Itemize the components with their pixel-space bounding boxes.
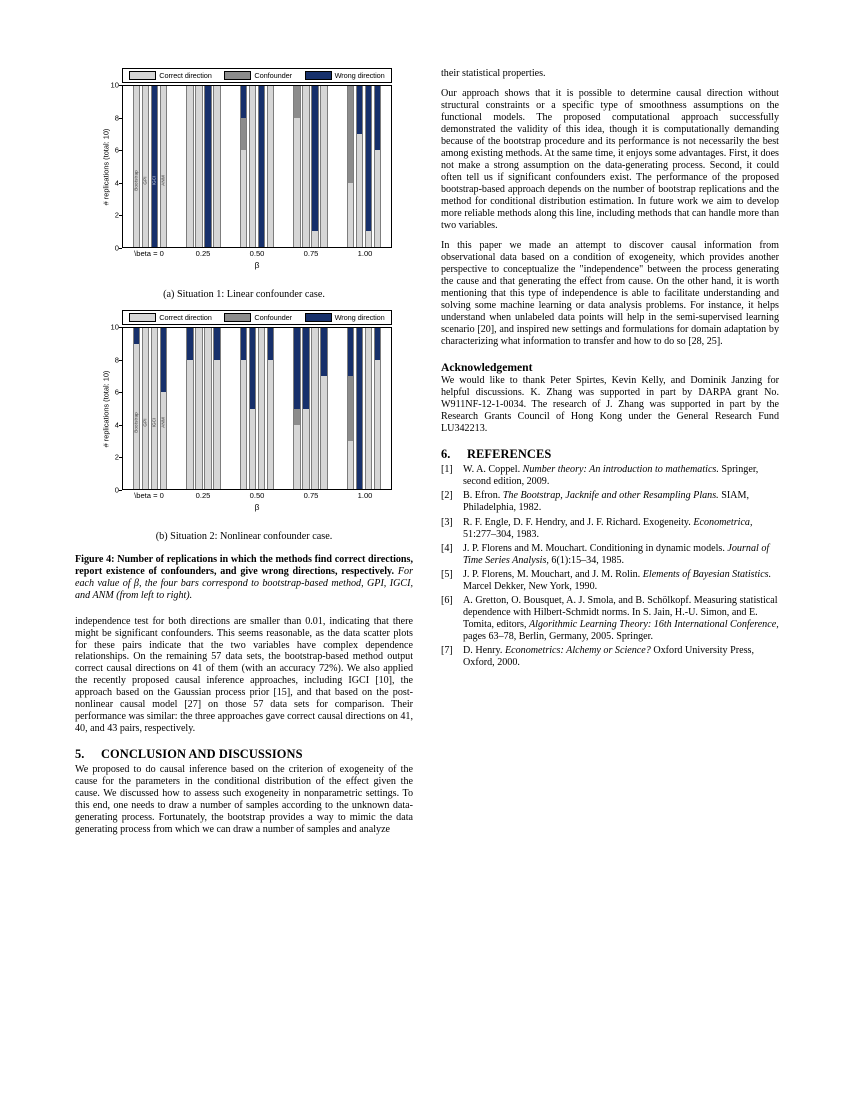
- bar-group: [123, 86, 177, 247]
- x-axis-label: β: [254, 502, 260, 512]
- reference-text: pages 63–78, Berlin, Germany, 2005. Springer.: [463, 630, 653, 642]
- segment-correct: [321, 86, 327, 247]
- bar-gpi: [195, 86, 203, 247]
- segment-correct: [303, 86, 309, 247]
- bar-anm: [374, 86, 382, 247]
- bar-bootstrap: [293, 86, 301, 247]
- bar-name-label: IGCI: [151, 175, 157, 186]
- reference-item: [441, 595, 779, 643]
- legend-item-conf: [224, 313, 292, 322]
- section-heading-references: [441, 447, 779, 462]
- paragraph-conclusion: We proposed to do causal inference based on the criterion of exogeneity of the cause for the parameters in the conditional distribution of the effect given the cause. We discussed how to assess such exogeneity in nonparametric settings. To this end, one needs to draw a number of samples according to the unknown data-generating process. Fortunately, the bootstrap provides a way to mimic the data generating process from which we can draw a number of samples and analyze: [75, 764, 413, 835]
- segment-correct: [348, 441, 354, 489]
- segment-correct: [250, 86, 256, 247]
- reference-tag: [2]: [441, 490, 453, 502]
- y-axis: [89, 322, 122, 495]
- bar-anm: [213, 328, 221, 489]
- segment-correct: [187, 86, 193, 247]
- segment-correct: [259, 328, 265, 489]
- x-tick-label: 0.25: [195, 491, 211, 500]
- segment-wrong: [303, 328, 309, 409]
- bar-gpi: [142, 86, 150, 247]
- legend-swatch-correct: [129, 313, 156, 322]
- reference-text: R. F. Engle, D. F. Hendry, and J. F. Richard. Exogeneity.: [463, 516, 694, 528]
- reference-text: Marcel Dekker, New York, 1990.: [463, 580, 598, 592]
- bar-anm: [160, 328, 168, 489]
- segment-correct: [366, 231, 372, 247]
- bar-gpi: [356, 86, 364, 247]
- segment-correct: [196, 86, 202, 247]
- bar-name-label: GPI: [142, 418, 148, 427]
- legend-label: Wrong direction: [334, 313, 385, 322]
- x-tick-label: 0.25: [195, 249, 211, 258]
- bar-igci: [311, 86, 319, 247]
- segment-correct: [205, 328, 211, 489]
- section-number: 5.: [75, 747, 85, 762]
- bar-igci: [151, 328, 159, 489]
- bar-anm: [213, 86, 221, 247]
- segment-correct: [268, 86, 274, 247]
- left-column: [75, 68, 413, 844]
- reference-text: 6(1):15–34, 1985.: [548, 554, 625, 566]
- segment-wrong: [294, 328, 300, 409]
- segment-wrong: [250, 328, 256, 409]
- bar-name-label: Bootstrap: [133, 411, 139, 433]
- segment-wrong: [312, 86, 318, 231]
- y-tick-label: 10: [110, 80, 119, 90]
- bar-anm: [267, 86, 275, 247]
- x-tick-label: 0.50: [249, 491, 265, 500]
- bar-group: [177, 328, 231, 489]
- reference-text: J. P. Florens, M. Mouchart, and J. M. Rolin.: [463, 569, 643, 581]
- bar-bootstrap: [240, 86, 248, 247]
- paragraph-approach: Our approach shows that it is possible to determine causal direction without structural constraints or a specific type of smoothness assumptions on the functional models. The proposed computational approach successfully demonstrated the validity of this idea, though it is computationally demanding because of the bootstrap procedure and its performance is not necessarily the best among existing methods. At the same time, it enjoys some advantages. First, it does not make a strong assumption on the data-generating process. Second, it could often tell us if significant confounders exist. The performance of the proposed bootstrap-based approach depends on the number of bootstrap replications and the method for conditional distribution estimation. In future work we aim to develop more reliable methods along this line, including methods that can handle more than two variables.: [441, 88, 779, 231]
- plot-area: [122, 85, 392, 248]
- legend-swatch-wrong: [305, 313, 332, 322]
- legend-swatch-conf: [224, 71, 251, 80]
- acknowledgement-heading: Acknowledgement: [441, 360, 533, 374]
- legend-label: Correct direction: [159, 313, 212, 322]
- legend-item-correct: [129, 313, 212, 322]
- reference-title: Journal of Time Series Analysis,: [463, 542, 770, 566]
- segment-wrong: [241, 328, 247, 360]
- section-heading-conclusion: [75, 747, 413, 762]
- segment-correct: [366, 328, 372, 489]
- x-tick-label: 1.00: [357, 491, 373, 500]
- segment-wrong: [161, 328, 167, 392]
- segment-correct: [143, 86, 149, 247]
- chart-situation-2: [89, 310, 395, 528]
- reference-list: [441, 464, 779, 669]
- segment-confounder: [348, 86, 354, 183]
- chart-situation-1: [89, 68, 395, 286]
- segment-wrong: [187, 328, 193, 360]
- legend-label: Confounder: [254, 71, 292, 80]
- segment-correct: [161, 86, 167, 247]
- reference-text: B. Efron.: [463, 490, 503, 502]
- reference-item: [441, 645, 779, 669]
- legend-label: Confounder: [254, 313, 292, 322]
- figure-caption-italic: For each value of β, the four bars correspond to bootstrap-based method, GPI, IGCI, and ANM (from left to right).: [75, 565, 413, 601]
- segment-confounder: [294, 86, 300, 118]
- y-axis-label: # replications (total: 10): [101, 128, 111, 205]
- reference-title: Algorithmic Learning Theory: 16th International Conference,: [529, 619, 779, 631]
- reference-title: Econometrica,: [693, 516, 753, 528]
- legend-swatch-wrong: [305, 71, 332, 80]
- reference-title: The Bootstrap, Jacknife and other Resampling Plans.: [502, 490, 719, 502]
- segment-wrong: [214, 328, 220, 360]
- y-tick-label: 2: [114, 452, 119, 462]
- segment-correct: [187, 360, 193, 489]
- y-tick-label: 10: [110, 322, 119, 332]
- chart-legend: [122, 68, 392, 83]
- segment-confounder: [294, 409, 300, 425]
- x-tick-label: \beta = 0: [134, 491, 164, 500]
- segment-wrong: [357, 328, 363, 489]
- legend-item-wrong: [305, 313, 385, 322]
- segment-correct: [196, 328, 202, 489]
- segment-wrong: [375, 86, 381, 150]
- references-title: REFERENCES: [467, 447, 552, 462]
- bar-group: [230, 328, 284, 489]
- bar-group: [177, 86, 231, 247]
- segment-wrong: [268, 328, 274, 360]
- bar-group: [284, 328, 338, 489]
- y-tick-label: 2: [114, 210, 119, 220]
- legend-item-conf: [224, 71, 292, 80]
- plot-area: [122, 327, 392, 490]
- reference-title: Number theory: An introduction to mathematics.: [522, 464, 719, 476]
- bar-gpi: [302, 86, 310, 247]
- segment-correct: [375, 150, 381, 247]
- figure-caption: [75, 554, 413, 602]
- segment-wrong: [321, 328, 327, 376]
- segment-wrong: [259, 86, 265, 247]
- bar-name-label: IGCI: [151, 417, 157, 428]
- bar-bootstrap: [133, 328, 141, 489]
- subcaption-a: (a) Situation 1: Linear confounder case.: [163, 289, 325, 300]
- bar-anm: [320, 328, 328, 489]
- reference-tag: [3]: [441, 516, 453, 528]
- reference-text: A. Gretton, O. Bousquet, A. J. Smola, and B. Schölkopf. Measuring statistical dependence with Hilbert-Schmidt norms. In S. Jain, H.-U. Simon, and E. Tomita, editors,: [463, 595, 778, 631]
- y-tick-label: 0: [114, 243, 119, 253]
- reference-text: J. P. Florens and M. Mouchart. Conditioning in dynamic models.: [463, 542, 728, 554]
- segment-wrong: [152, 86, 158, 247]
- legend-item-wrong: [305, 71, 385, 80]
- paragraph-independence-test: independence test for both directions are smaller than 0.01, indicating that there might be significant confounders. This seems reasonable, as the data scatter plots for these pairs indicate that the two variables have complex dependence relationships. On the remaining 57 data sets, the bootstrap-based method output correct causal directions on 41 of them (with an accuracy 72%). We also applied the recently proposed causal inference approaches, including IGCI [10], the approach based on the Gaussian process prior [15], and that based on the post-nonlinear causal model [27] on those 57 data sets for comparison. Their performance was similar: the three approaches gave correct causal directions on 41, 40, and 43 pairs, respectively.: [75, 615, 413, 735]
- segment-correct: [241, 360, 247, 489]
- legend-swatch-correct: [129, 71, 156, 80]
- y-tick-label: 4: [114, 420, 119, 430]
- bar-igci: [204, 328, 212, 489]
- reference-tag: [1]: [441, 464, 453, 476]
- bar-bootstrap: [186, 328, 194, 489]
- figure-4a: [89, 68, 399, 300]
- bar-gpi: [302, 328, 310, 489]
- reference-text: D. Henry.: [463, 645, 505, 657]
- bar-anm: [320, 86, 328, 247]
- y-tick-label: 0: [114, 485, 119, 495]
- segment-wrong: [241, 86, 247, 118]
- segment-confounder: [241, 118, 247, 150]
- reference-item: [441, 543, 779, 567]
- bar-anm: [374, 328, 382, 489]
- reference-item: [441, 569, 779, 593]
- reference-title: Elements of Bayesian Statistics.: [642, 569, 772, 581]
- y-axis: [89, 80, 122, 253]
- segment-wrong: [357, 86, 363, 134]
- bar-igci: [204, 86, 212, 247]
- y-tick-label: 8: [114, 113, 119, 123]
- bar-bootstrap: [347, 328, 355, 489]
- bar-name-label: ANM: [160, 416, 166, 428]
- reference-item: [441, 464, 779, 488]
- x-tick-label: 1.00: [357, 249, 373, 258]
- reference-item: [441, 490, 779, 514]
- y-axis-label: # replications (total: 10): [101, 370, 111, 447]
- two-column-layout: [75, 68, 780, 844]
- reference-tag: [6]: [441, 595, 453, 607]
- reference-text: Oxford University Press, Oxford, 2000.: [463, 645, 754, 669]
- bar-bootstrap: [347, 86, 355, 247]
- bar-group: [284, 86, 338, 247]
- segment-correct: [214, 360, 220, 489]
- right-column: [441, 68, 779, 844]
- x-axis-label: β: [254, 260, 260, 270]
- reference-tag: [7]: [441, 645, 453, 657]
- segment-correct: [294, 118, 300, 247]
- bar-group: [337, 86, 391, 247]
- segment-confounder: [348, 376, 354, 440]
- legend-label: Correct direction: [159, 71, 212, 80]
- reference-text: Springer, second edition, 2009.: [463, 464, 759, 488]
- segment-wrong: [348, 328, 354, 376]
- legend-label: Wrong direction: [334, 71, 385, 80]
- bar-groups: [123, 86, 391, 247]
- bar-igci: [365, 328, 373, 489]
- bar-gpi: [249, 328, 257, 489]
- section-title: CONCLUSION AND DISCUSSIONS: [101, 747, 303, 762]
- figure-caption-bold: Figure 4: Number of replications in which the methods find correct directions, report existence of confounders, and give wrong directions, respectively.: [75, 554, 413, 577]
- bar-group: [337, 328, 391, 489]
- bar-group: [230, 86, 284, 247]
- bar-igci: [311, 328, 319, 489]
- reference-text: W. A. Coppel.: [463, 464, 523, 476]
- figure-4b: [89, 310, 399, 542]
- bar-gpi: [356, 328, 364, 489]
- bar-igci: [365, 86, 373, 247]
- segment-correct: [268, 360, 274, 489]
- bar-name-label: Bootstrap: [133, 169, 139, 191]
- segment-wrong: [375, 328, 381, 360]
- x-tick-label: 0.75: [303, 249, 319, 258]
- bar-igci: [258, 328, 266, 489]
- reference-item: [441, 517, 779, 541]
- paragraph-acknowledgement: We would like to thank Peter Spirtes, Kevin Kelly, and Dominik Janzing for helpful discussions. K. Zhang was supported in part by DARPA grant No. W911NF-12-1-0034. The research of J. Zhang was supported in part by the Research Grants Council of Hong Kong under the General Research Fund LU342213.: [441, 375, 779, 435]
- bar-gpi: [142, 328, 150, 489]
- segment-correct: [312, 231, 318, 247]
- reference-text: SIAM, Philadelphia, 1982.: [463, 490, 749, 514]
- segment-wrong: [134, 328, 140, 344]
- bar-group: [123, 328, 177, 489]
- subcaption-b: (b) Situation 2: Nonlinear confounder case.: [155, 531, 333, 542]
- chart-legend: [122, 310, 392, 325]
- segment-correct: [294, 425, 300, 489]
- legend-item-correct: [129, 71, 212, 80]
- segment-correct: [375, 360, 381, 489]
- bar-bootstrap: [186, 86, 194, 247]
- segment-correct: [134, 86, 140, 247]
- bar-bootstrap: [293, 328, 301, 489]
- bar-gpi: [249, 86, 257, 247]
- bar-name-label: GPI: [142, 176, 148, 185]
- segment-correct: [321, 376, 327, 489]
- y-tick-label: 6: [114, 145, 119, 155]
- bar-anm: [267, 328, 275, 489]
- references-number: 6.: [441, 447, 451, 462]
- reference-text: 51:277–304, 1983.: [463, 528, 539, 540]
- y-tick-label: 8: [114, 355, 119, 365]
- y-tick-label: 4: [114, 178, 119, 188]
- segment-correct: [241, 150, 247, 247]
- segment-wrong: [366, 86, 372, 231]
- reference-title: Econometrics: Alchemy or Science?: [504, 645, 651, 657]
- segment-correct: [357, 134, 363, 247]
- segment-correct: [348, 183, 354, 247]
- legend-swatch-conf: [224, 313, 251, 322]
- x-tick-label: 0.50: [249, 249, 265, 258]
- segment-correct: [161, 392, 167, 489]
- bar-anm: [160, 86, 168, 247]
- paragraph-paper: In this paper we made an attempt to discover causal information from observational data based on a condition of exogeneity, which provides another perspective to conceptualize the "independence" between the process generating the cause and that generating the effect from cause. On the other hand, it is worth mentioning that this type of independence is able to facilitate understanding and solving some machine learning or data analysis problems. For instance, it helps understand when unlabeled data points will help in the semi-supervised learning scenario [20], and inspired new settings and formulations for domain adaptation by characterizing what information to transfer and how to do so [28, 25].: [441, 240, 779, 348]
- bar-bootstrap: [240, 328, 248, 489]
- paragraph-lead: their statistical properties.: [441, 68, 546, 79]
- segment-correct: [312, 328, 318, 489]
- bar-name-label: ANM: [160, 174, 166, 186]
- bar-igci: [258, 86, 266, 247]
- bar-gpi: [195, 328, 203, 489]
- x-tick-label: 0.75: [303, 491, 319, 500]
- segment-correct: [214, 86, 220, 247]
- segment-wrong: [205, 86, 211, 247]
- segment-correct: [250, 409, 256, 490]
- bar-igci: [151, 86, 159, 247]
- segment-correct: [143, 328, 149, 489]
- segment-correct: [152, 328, 158, 489]
- reference-tag: [5]: [441, 569, 453, 581]
- segment-correct: [303, 409, 309, 490]
- bar-bootstrap: [133, 86, 141, 247]
- reference-tag: [4]: [441, 542, 453, 554]
- x-tick-label: \beta = 0: [134, 249, 164, 258]
- bar-groups: [123, 328, 391, 489]
- y-tick-label: 6: [114, 387, 119, 397]
